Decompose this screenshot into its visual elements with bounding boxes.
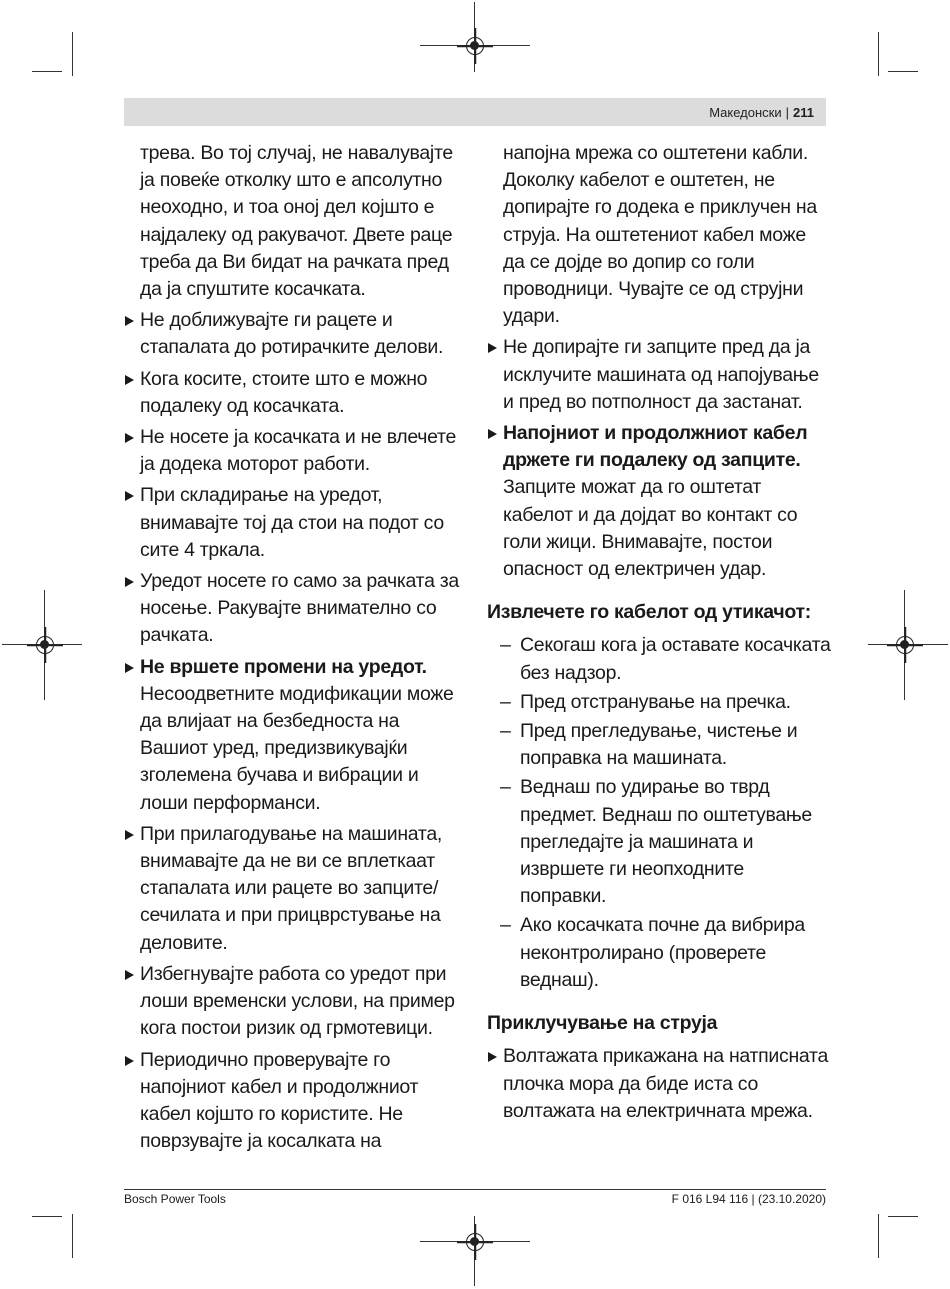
dash-marker: – <box>500 690 511 713</box>
crop-mark <box>32 1216 62 1217</box>
safety-bullet <box>487 1043 832 1125</box>
footer-brand: Bosch Power Tools <box>124 1192 226 1206</box>
triangle-bullet-icon <box>125 970 134 980</box>
crop-mark <box>72 32 73 76</box>
dash-list-item <box>487 774 832 910</box>
dash-marker: – <box>500 914 511 937</box>
bullet-text: Не носете ја косачката и не влечете ја додека моторот работи. <box>140 426 456 476</box>
dash-item-text: Секогаш кога ја оставате косачката без надзор. <box>520 634 831 684</box>
bullet-text: Запците можат да го оштетат кабелот и да дојдат во контакт со голи жици. Внимавајте, постои опасност од електричен удар. <box>503 476 798 581</box>
registration-mark-icon <box>896 636 914 654</box>
bullet-text: Не доближувајте ги рацете и стапалата до ротирачките делови. <box>140 309 444 359</box>
safety-bullet <box>124 366 469 420</box>
dash-marker: – <box>500 720 511 743</box>
bullet-text: Избегнувајте работа со уредот при лоши временски услови, на пример кога постои ризик од грмотевици. <box>140 962 455 1040</box>
safety-bullet <box>124 961 469 1043</box>
page-header <box>124 98 826 126</box>
right-column <box>487 140 832 1129</box>
dash-item-text: Пред прегледување, чистење и поправка на машината. <box>520 720 798 770</box>
triangle-bullet-icon <box>125 316 134 326</box>
footer-rule <box>124 1189 826 1190</box>
dash-list-item <box>487 912 832 994</box>
crop-mark <box>72 1214 73 1258</box>
registration-mark-icon <box>466 37 484 55</box>
crop-mark <box>878 32 879 76</box>
bullet-text: Уредот носете го само за рачката за носење. Ракувајте внимателно со рачката. <box>140 570 459 647</box>
dash-list-item <box>487 689 832 716</box>
triangle-bullet-icon <box>125 577 134 587</box>
triangle-bullet-icon <box>125 1056 134 1066</box>
dash-list-item <box>487 718 832 772</box>
safety-bullet <box>124 568 469 650</box>
safety-bullet <box>124 654 469 817</box>
bullet-text: Не допирајте ги запците пред да ја исклучите машината од напојување и пред во потполност да застанат. <box>503 336 819 413</box>
bullet-text: При прилагодување на машината, внимавајте да не ви се вплеткаат стапалата или рацете во запците/сечилата и при прицврстување на деловите. <box>140 822 442 954</box>
crop-mark <box>888 1216 918 1217</box>
safety-bullet <box>124 307 469 361</box>
triangle-bullet-icon <box>488 429 497 439</box>
dash-list-item <box>487 632 832 686</box>
triangle-bullet-icon <box>125 663 134 673</box>
dash-item-text: Ако косачката почне да вибрира неконтролирано (проверете веднаш). <box>520 914 805 991</box>
section-heading: Приклучување на струја <box>487 1012 718 1035</box>
bullet-text: Кога косите, стоите што е можно подалеку од косачката. <box>140 367 428 417</box>
bullet-bold-text: Напојниот и продолжниот кабел држете ги подалеку од запците. <box>503 422 808 472</box>
continued-paragraph: напојна мрежа со оштетени кабли. Доколку кабелот е оштетен, не допирајте го додека е приклучен на струја. На оштетениот кабел може да се дојде во допир со голи проводници. Чувајте се од струјни удари. <box>503 142 817 328</box>
triangle-bullet-icon <box>488 1052 497 1062</box>
safety-bullet <box>124 821 469 957</box>
safety-bullet <box>124 482 469 564</box>
bullet-bold-text: Не вршете промени на уредот. <box>140 655 427 678</box>
header-separator: | <box>785 104 790 120</box>
safety-bullet <box>487 334 832 416</box>
crop-mark <box>888 71 918 72</box>
dash-marker: – <box>500 776 511 799</box>
crop-mark <box>878 1214 879 1258</box>
continued-paragraph: трева. Во тој случај, не навалувајте ја повеќе отколку што е апсолутно неоходно, и тоа оној дел којшто е најдалеку од ракувачот. Двете раце треба да Ви бидат на рачката пред да ја спуштите косачката. <box>140 142 453 301</box>
triangle-bullet-icon <box>488 343 497 353</box>
registration-mark-icon <box>466 1233 484 1251</box>
bullet-text: Волтажата прикажана на натписната плочка мора да биде иста со волтажата на електричната мрежа. <box>503 1045 829 1122</box>
triangle-bullet-icon <box>125 433 134 443</box>
section-heading: Извлечете го кабелот од утикачот: <box>487 601 811 624</box>
crop-mark <box>32 71 62 72</box>
bullet-text: Периодично проверувајте го напојниот кабел и продолжниот кабел којшто го користите. Не поврзувајте ја косалката на <box>140 1048 419 1153</box>
footer-doc-id: F 016 L94 116 | (23.10.2020) <box>671 1192 826 1206</box>
dash-item-text: Пред отстранување на пречка. <box>520 690 791 713</box>
dash-marker: – <box>500 634 511 657</box>
safety-bullet <box>487 420 832 583</box>
left-column <box>124 140 469 1159</box>
bullet-text: Несоодветните модификации може да влијаат на безбедноста на Вашиот уред, предизвикувајќи зголемена бучава и вибрации и лоши перформанси. <box>140 682 454 814</box>
triangle-bullet-icon <box>125 375 134 385</box>
safety-bullet <box>124 1047 469 1156</box>
bullet-text: При складирање на уредот, внимавајте тој да стои на подот со сите 4 тркала. <box>140 484 444 561</box>
page-number: 211 <box>793 104 814 120</box>
triangle-bullet-icon <box>125 830 134 840</box>
safety-bullet <box>124 424 469 478</box>
header-language: Македонски <box>709 104 782 120</box>
dash-item-text: Веднаш по удирање во тврд предмет. Веднаш по оштетување прегледајте ја машината и извршете ги неопходните поправки. <box>520 776 812 908</box>
triangle-bullet-icon <box>125 491 134 501</box>
registration-mark-icon <box>36 636 54 654</box>
